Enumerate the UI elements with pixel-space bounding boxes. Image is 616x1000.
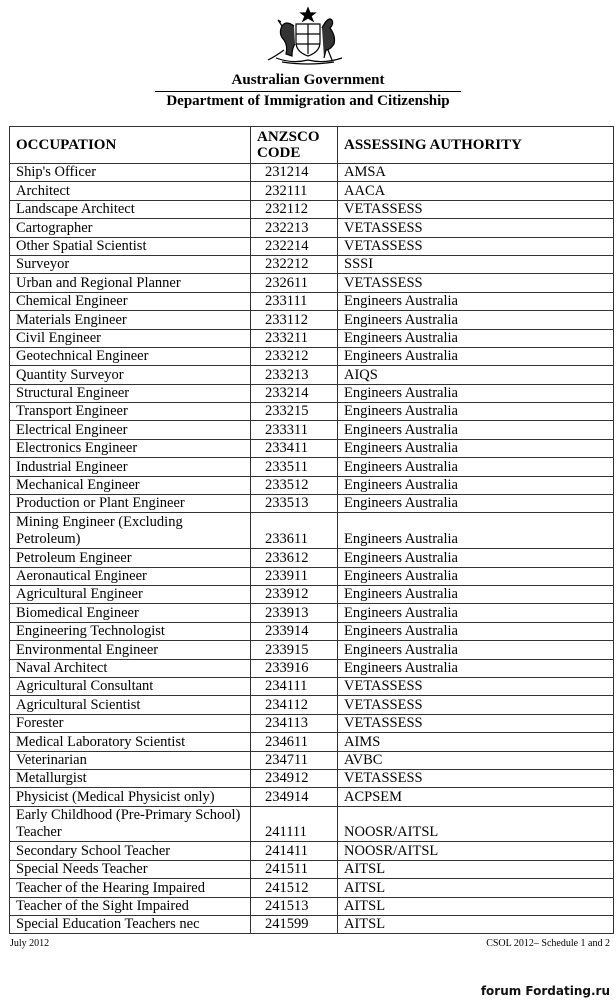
table-row [10,659,614,677]
occupation-cell: Early Childhood (Pre-Primary School) Teacher [10,806,251,842]
government-name: Australian Government [231,72,385,88]
header-anzsco-code [251,127,338,164]
table-row [10,384,614,402]
authority-cell: Engineers Australia [338,311,614,329]
authority-cell: Engineers Australia [338,641,614,659]
code-cell: 233211 [251,329,338,347]
table-row [10,274,614,292]
code-cell: 233913 [251,604,338,622]
occupation-cell: Teacher of the Sight Impaired [10,897,251,915]
table-header-row [10,127,614,164]
code-cell: 234914 [251,788,338,806]
footer-schedule: CSOL 2012– Schedule 1 and 2 [486,938,610,949]
authority-cell: AITSL [338,879,614,897]
occupation-cell: Metallurgist [10,769,251,787]
code-cell: 233914 [251,622,338,640]
authority-cell: VETASSESS [338,677,614,695]
occupation-cell: Secondary School Teacher [10,842,251,860]
table-row [10,714,614,732]
code-cell: 232213 [251,219,338,237]
table-row [10,897,614,915]
occupation-cell: Mining Engineer (Excluding Petroleum) [10,513,251,549]
table-row [10,476,614,494]
authority-cell: Engineers Australia [338,421,614,439]
authority-cell: VETASSESS [338,274,614,292]
authority-cell: Engineers Australia [338,659,614,677]
authority-cell: Engineers Australia [338,513,614,549]
table-row [10,549,614,567]
occupation-cell: Special Needs Teacher [10,860,251,878]
code-cell: 233912 [251,586,338,604]
code-cell: 232214 [251,237,338,255]
occupation-cell: Structural Engineer [10,384,251,402]
code-cell: 233512 [251,476,338,494]
authority-cell: Engineers Australia [338,567,614,585]
occupation-cell: Ship's Officer [10,164,251,182]
authority-cell: AITSL [338,897,614,915]
authority-cell: Engineers Australia [338,439,614,457]
code-cell: 233911 [251,567,338,585]
code-cell: 234912 [251,769,338,787]
table-row [10,237,614,255]
table-row [10,513,614,549]
header-code-line2: CODE [257,145,301,161]
table-row [10,182,614,200]
occupation-cell: Aeronautical Engineer [10,567,251,585]
occupation-cell: Geotechnical Engineer [10,347,251,365]
table-row [10,879,614,897]
authority-cell: VETASSESS [338,237,614,255]
authority-cell: VETASSESS [338,219,614,237]
table-row [10,458,614,476]
authority-cell: AACA [338,182,614,200]
occupation-cell: Forester [10,714,251,732]
authority-cell: Engineers Australia [338,495,614,513]
code-cell: 241513 [251,897,338,915]
code-cell: 233111 [251,292,338,310]
code-cell: 233411 [251,439,338,457]
code-cell: 241411 [251,842,338,860]
code-cell: 234611 [251,733,338,751]
occupation-cell: Architect [10,182,251,200]
table-row [10,366,614,384]
table-row [10,586,614,604]
code-cell: 241511 [251,860,338,878]
table-row [10,219,614,237]
occupation-cell: Naval Architect [10,659,251,677]
authority-cell: SSSI [338,255,614,273]
table-row [10,421,614,439]
table-row [10,696,614,714]
authority-cell: AITSL [338,860,614,878]
occupation-cell: Electronics Engineer [10,439,251,457]
authority-cell: Engineers Australia [338,586,614,604]
authority-cell: AVBC [338,751,614,769]
authority-cell: VETASSESS [338,200,614,218]
occupation-cell: Mechanical Engineer [10,476,251,494]
occupation-cell: Agricultural Scientist [10,696,251,714]
authority-cell: VETASSESS [338,769,614,787]
occupation-cell: Quantity Surveyor [10,366,251,384]
authority-cell: Engineers Australia [338,347,614,365]
occupation-cell: Materials Engineer [10,311,251,329]
occupation-cell: Agricultural Consultant [10,677,251,695]
table-row [10,751,614,769]
table-row [10,329,614,347]
code-cell: 233511 [251,458,338,476]
authority-cell: Engineers Australia [338,549,614,567]
header-occupation: OCCUPATION [10,127,251,164]
occupation-cell: Civil Engineer [10,329,251,347]
code-cell: 233513 [251,495,338,513]
occupation-cell: Transport Engineer [10,403,251,421]
authority-cell: AMSA [338,164,614,182]
table-row [10,806,614,842]
code-cell: 232212 [251,255,338,273]
authority-cell: VETASSESS [338,696,614,714]
department-name: Department of Immigration and Citizenship [155,91,461,110]
authority-cell: AIQS [338,366,614,384]
table-row [10,255,614,273]
table-row [10,347,614,365]
code-cell: 234113 [251,714,338,732]
occupation-cell: Engineering Technologist [10,622,251,640]
table-row [10,495,614,513]
authority-cell: AIMS [338,733,614,751]
authority-cell: NOOSR/AITSL [338,806,614,842]
code-cell: 233213 [251,366,338,384]
occupation-cell: Teacher of the Hearing Impaired [10,879,251,897]
code-cell: 234111 [251,677,338,695]
table-row [10,292,614,310]
authority-cell: Engineers Australia [338,476,614,494]
occupation-cell: Surveyor [10,255,251,273]
occupation-cell: Biomedical Engineer [10,604,251,622]
authority-cell: ACPSEM [338,788,614,806]
occupation-cell: Petroleum Engineer [10,549,251,567]
table-row [10,164,614,182]
table-row [10,200,614,218]
table-row [10,769,614,787]
authority-cell: Engineers Australia [338,403,614,421]
code-cell: 241599 [251,916,338,934]
authority-cell: NOOSR/AITSL [338,842,614,860]
authority-cell: VETASSESS [338,714,614,732]
code-cell: 234112 [251,696,338,714]
authority-cell: Engineers Australia [338,622,614,640]
occupation-cell: Physicist (Medical Physicist only) [10,788,251,806]
table-row [10,860,614,878]
occupation-cell: Environmental Engineer [10,641,251,659]
header-assessing-authority: ASSESSING AUTHORITY [338,127,614,164]
table-row [10,403,614,421]
footer-date: July 2012 [10,938,50,949]
code-cell: 234711 [251,751,338,769]
table-row [10,311,614,329]
code-cell: 233215 [251,403,338,421]
code-cell: 233916 [251,659,338,677]
code-cell: 233915 [251,641,338,659]
code-cell: 232112 [251,200,338,218]
header-code-line1: ANZSCO [257,129,320,145]
occupation-cell: Electrical Engineer [10,421,251,439]
authority-cell: Engineers Australia [338,292,614,310]
table-row [10,567,614,585]
table-row [10,788,614,806]
code-cell: 233112 [251,311,338,329]
table-row [10,439,614,457]
occupation-cell: Landscape Architect [10,200,251,218]
authority-cell: Engineers Australia [338,604,614,622]
table-row [10,733,614,751]
code-cell: 231214 [251,164,338,182]
table-row [10,677,614,695]
occupation-cell: Industrial Engineer [10,458,251,476]
occupation-cell: Agricultural Engineer [10,586,251,604]
occupation-cell: Medical Laboratory Scientist [10,733,251,751]
code-cell: 241111 [251,806,338,842]
code-cell: 233612 [251,549,338,567]
code-cell: 233311 [251,421,338,439]
code-cell: 232111 [251,182,338,200]
occupation-cell: Other Spatial Scientist [10,237,251,255]
code-cell: 233214 [251,384,338,402]
australian-coat-of-arms-icon [262,6,354,66]
occupation-cell: Chemical Engineer [10,292,251,310]
table-row [10,641,614,659]
table-row [10,916,614,934]
authority-cell: Engineers Australia [338,329,614,347]
code-cell: 241512 [251,879,338,897]
occupation-cell: Urban and Regional Planner [10,274,251,292]
occupation-cell: Veterinarian [10,751,251,769]
occupation-cell: Production or Plant Engineer [10,495,251,513]
authority-cell: Engineers Australia [338,384,614,402]
table-row [10,622,614,640]
authority-cell: AITSL [338,916,614,934]
table-row [10,604,614,622]
occupation-cell: Special Education Teachers nec [10,916,251,934]
code-cell: 233611 [251,513,338,549]
code-cell: 232611 [251,274,338,292]
table-row [10,842,614,860]
watermark: forum Fordating.ru [480,984,610,998]
code-cell: 233212 [251,347,338,365]
occupation-cell: Cartographer [10,219,251,237]
authority-cell: Engineers Australia [338,458,614,476]
occupation-table [9,126,614,934]
